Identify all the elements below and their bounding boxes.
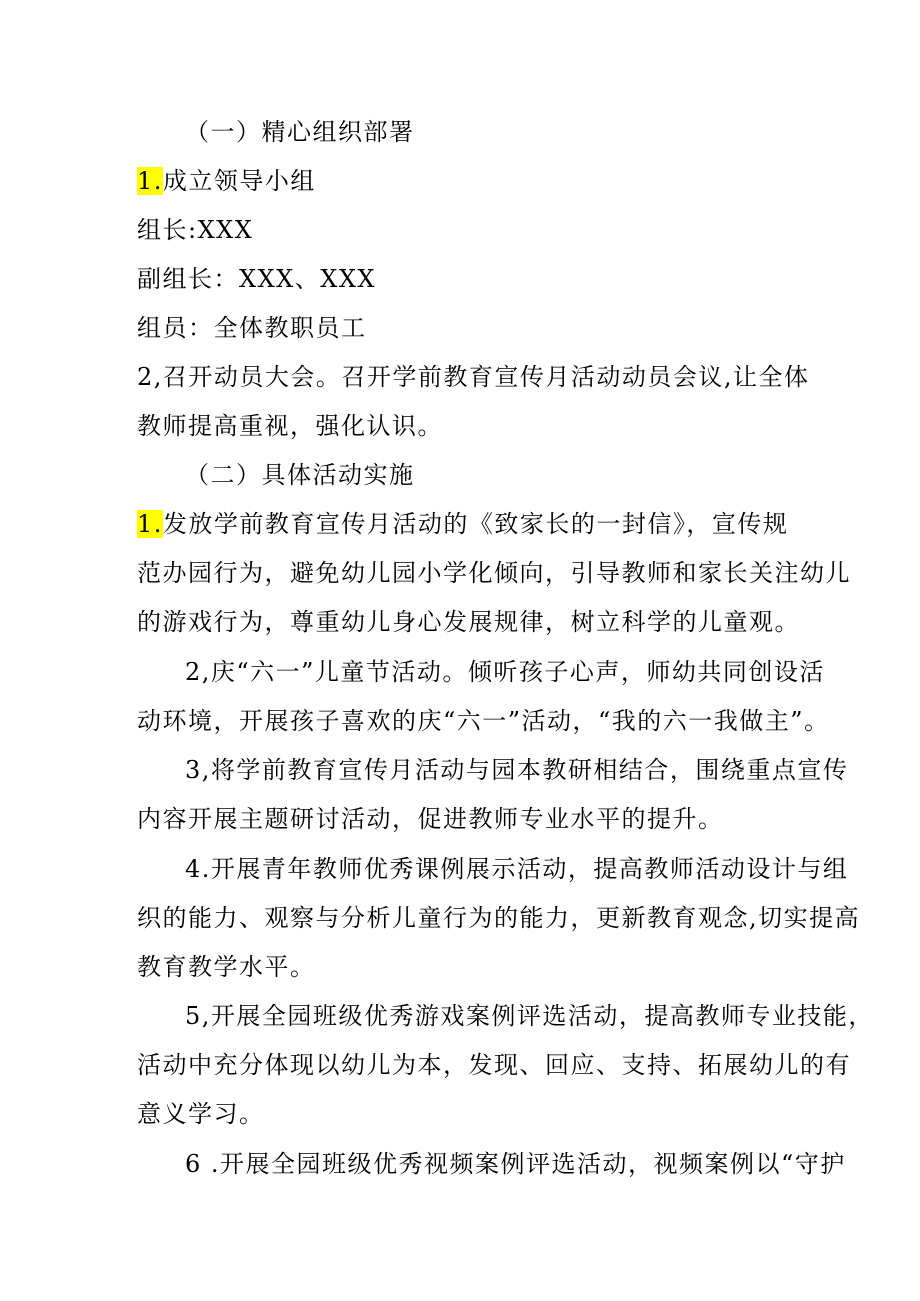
highlighted-number: 1. [137, 510, 163, 538]
deputy-line: 副组长：XXX、XXX [137, 265, 377, 293]
paragraph-line [137, 508, 788, 540]
list-item-text: 成立领导小组 [162, 167, 316, 195]
paragraph-line: 6 .开展全园班级优秀视频案例评选活动，视频案例以“守护 [185, 1150, 846, 1178]
paragraph-line: 活动中充分体现以幼儿为本，发现、回应、支持、拓展幼儿的有 [137, 1051, 851, 1079]
paragraph-line: 内容开展主题研讨活动，促进教师专业水平的提升。 [137, 805, 724, 833]
paragraph-line: 3,将学前教育宣传月活动与园本教研相结合，围绕重点宣传 [185, 756, 849, 784]
paragraph-line: 5,开展全园班级优秀游戏案例评选活动，提高教师专业技能， [185, 1002, 874, 1030]
paragraph-text: 发放学前教育宣传月活动的《致家长的一封信》，宣传规 [162, 510, 789, 538]
paragraph-line: 意义学习。 [137, 1100, 265, 1128]
paragraph-line: 2,召开动员大会。召开学前教育宣传月活动动员会议,让全体 [137, 363, 810, 391]
paragraph-line: 教育教学水平。 [137, 953, 316, 981]
leader-line: 组长:XXX [137, 216, 254, 244]
members-line: 组员：全体教职员工 [137, 314, 367, 342]
list-item [137, 165, 316, 197]
paragraph-line: 织的能力、观察与分析儿童行为的能力，更新教育观念,切实提高 [137, 904, 861, 932]
paragraph-line: 4.开展青年教师优秀课例展示活动，提高教师活动设计与组 [185, 855, 849, 883]
paragraph-line: 的游戏行为，尊重幼儿身心发展规律，树立科学的儿童观。 [137, 608, 800, 636]
highlighted-number: 1. [137, 167, 163, 195]
paragraph-line: 范办园行为，避免幼儿园小学化倾向，引导教师和家长关注幼儿 [137, 559, 851, 587]
section-heading-2: （二）具体活动实施 [185, 461, 415, 489]
paragraph-line: 教师提高重视，强化认识。 [137, 412, 443, 440]
paragraph-line: 2,庆“六一”儿童节活动。倾听孩子心声，师幼共同创设活 [185, 658, 825, 686]
paragraph-line: 动环境，开展孩子喜欢的庆“六一”活动，“我的六一我做主”。 [137, 707, 830, 735]
section-heading-1: （一）精心组织部署 [185, 118, 415, 146]
